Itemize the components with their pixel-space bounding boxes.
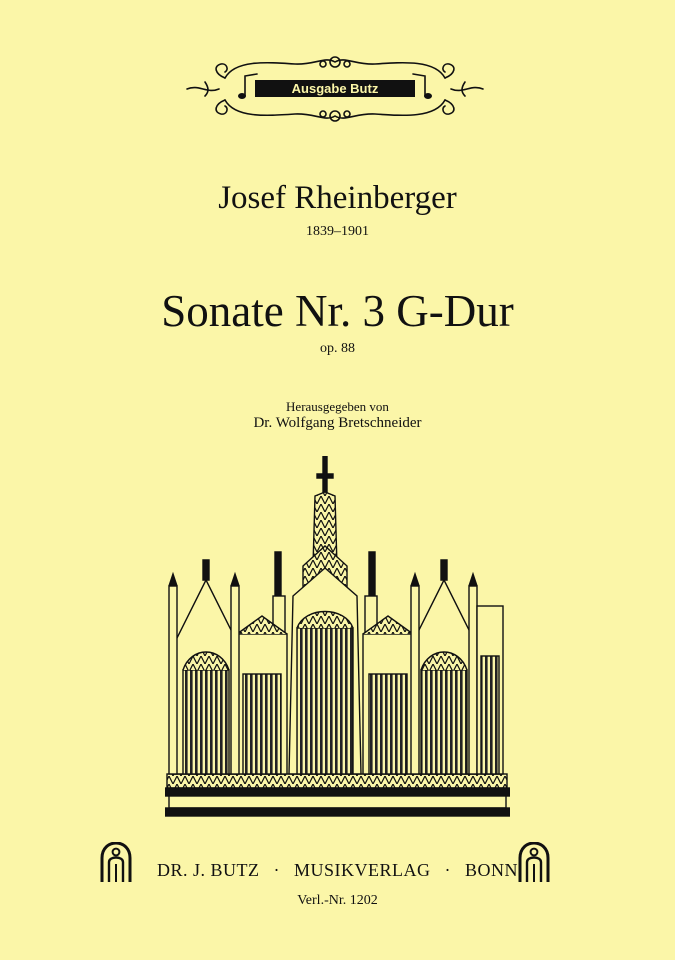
composer-name: Josef Rheinberger [218,180,457,216]
opus-number: op. 88 [320,341,355,356]
publisher-separator: · [273,860,280,880]
publisher-name: DR. J. BUTZ [156,860,260,880]
work-title: Sonate Nr. 3 G-Dur [161,286,514,336]
series-badge: Ausgabe Butz [255,80,415,97]
catalog-number: Verl.-Nr. 1202 [297,893,378,908]
editor-name: Dr. Wolfgang Bretschneider [253,415,422,431]
gothic-window-icon [517,842,551,882]
publisher-separator: · [444,860,451,880]
publisher-line [0,858,675,882]
publisher-city: BONN [465,860,519,880]
publisher-type: MUSIKVERLAG [293,860,431,880]
composer-dates: 1839–1901 [306,224,369,239]
editor-label: Herausgegeben von [286,399,389,414]
organ-facade-illustration [165,456,510,820]
